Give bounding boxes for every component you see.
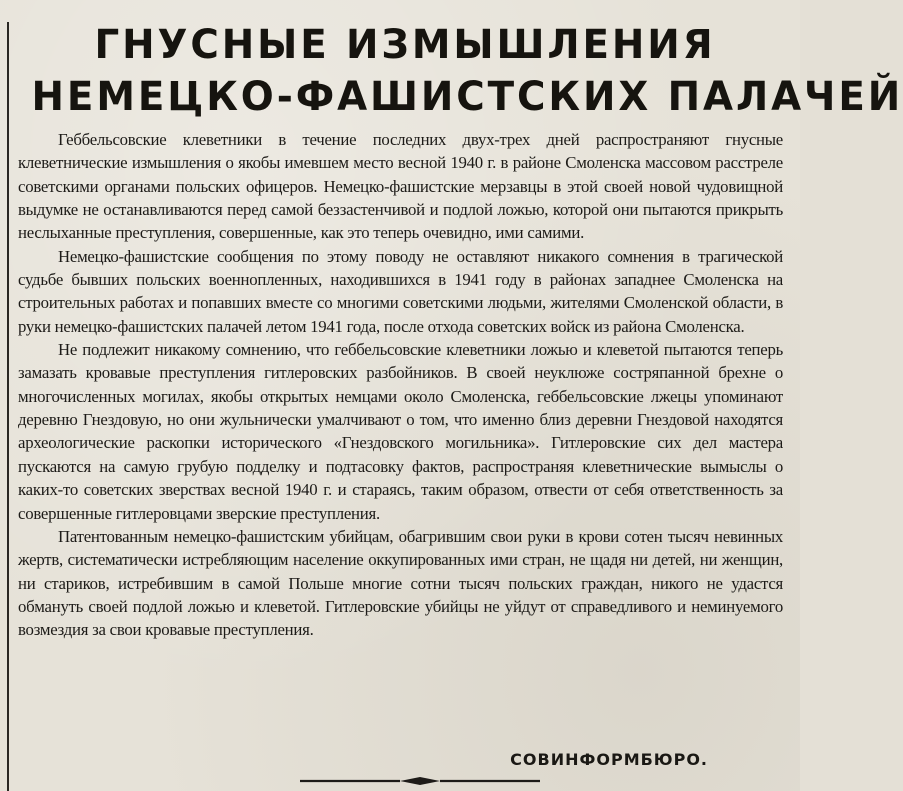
headline-line-2: НЕМЕЦКО-ФАШИСТСКИХ ПАЛАЧЕЙ (31, 74, 903, 120)
signature: СОВИНФОРМБЮРО. (510, 750, 708, 769)
paragraph-1: Геббельсовские клеветники в течение последних двух-трех дней распространяют гнусные клеветнические измышления о якобы имевшем место весной 1940 г. в районе Смоленска массовом расстреле советскими органами польских офицеров. Немецко-фашистские мерзавцы в этой своей новой чудовищной выдумке не останавливаются перед самой беззастенчивой и подлой ложью, которой они пытаются прикрыть неслыханные преступления, совершенные, как это теперь очевидно, ими самими. (18, 130, 783, 243)
column-rule (7, 22, 9, 791)
paragraph-4: Патентованным немецко-фашистским убийцам, обагрившим свои руки в крови сотен тысяч невинных жертв, систематически истребляющим население оккупированных ими стран, не щадя ни детей, ни женщин, ни стариков, истребившим в самой Польше многие сотни тысяч польских граждан, никого не удастся обмануть своей подлой ложью и клеветой. Гитлеровские убийцы не уйдут от справедливого и неминуемого возмездия за свои кровавые преступления. (18, 526, 783, 640)
headline-line-1: ГНУСНЫЕ ИЗМЫШЛЕНИЯ (94, 22, 716, 68)
divider-ornament (300, 776, 540, 786)
paragraph-3: Не подлежит никакому сомнению, что геббельсовские клеветники ложью и клеветой пытаются теперь замазать кровавые преступления гитлеровских разбойников. В своей неуклюже состряпанной брехне о многочисленных могилах, якобы открытых немцами около Смоленска, геббельсовские лжецы упоминают деревню Гнездовую, но они жульнически умалчивают о том, что именно близ деревни Гнездовой находятся археологические раскопки исторического «Гнездовского могильника». Гитлеровские сих дел мастера пускаются на самую грубую подделку и подтасовку фактов, распространяя клеветнические вымыслы о каких-то советских зверствах весной 1940 г. и стараясь, таким образом, отвести от себя ответственность за совершенные гитлеровцами зверские преступления. (18, 340, 783, 523)
article-body (18, 128, 783, 642)
paragraph-2: Немецко-фашистские сообщения по этому поводу не оставляют никакого сомнения в трагической судьбе бывших польских военнопленных, находившихся в 1941 году в районах западнее Смоленска на строительных работах и попавших вместе со многими советскими людьми, жителями Смоленской области, в руки немецко-фашистских палачей летом 1941 года, после отхода советских войск из района Смоленска. (18, 246, 783, 336)
